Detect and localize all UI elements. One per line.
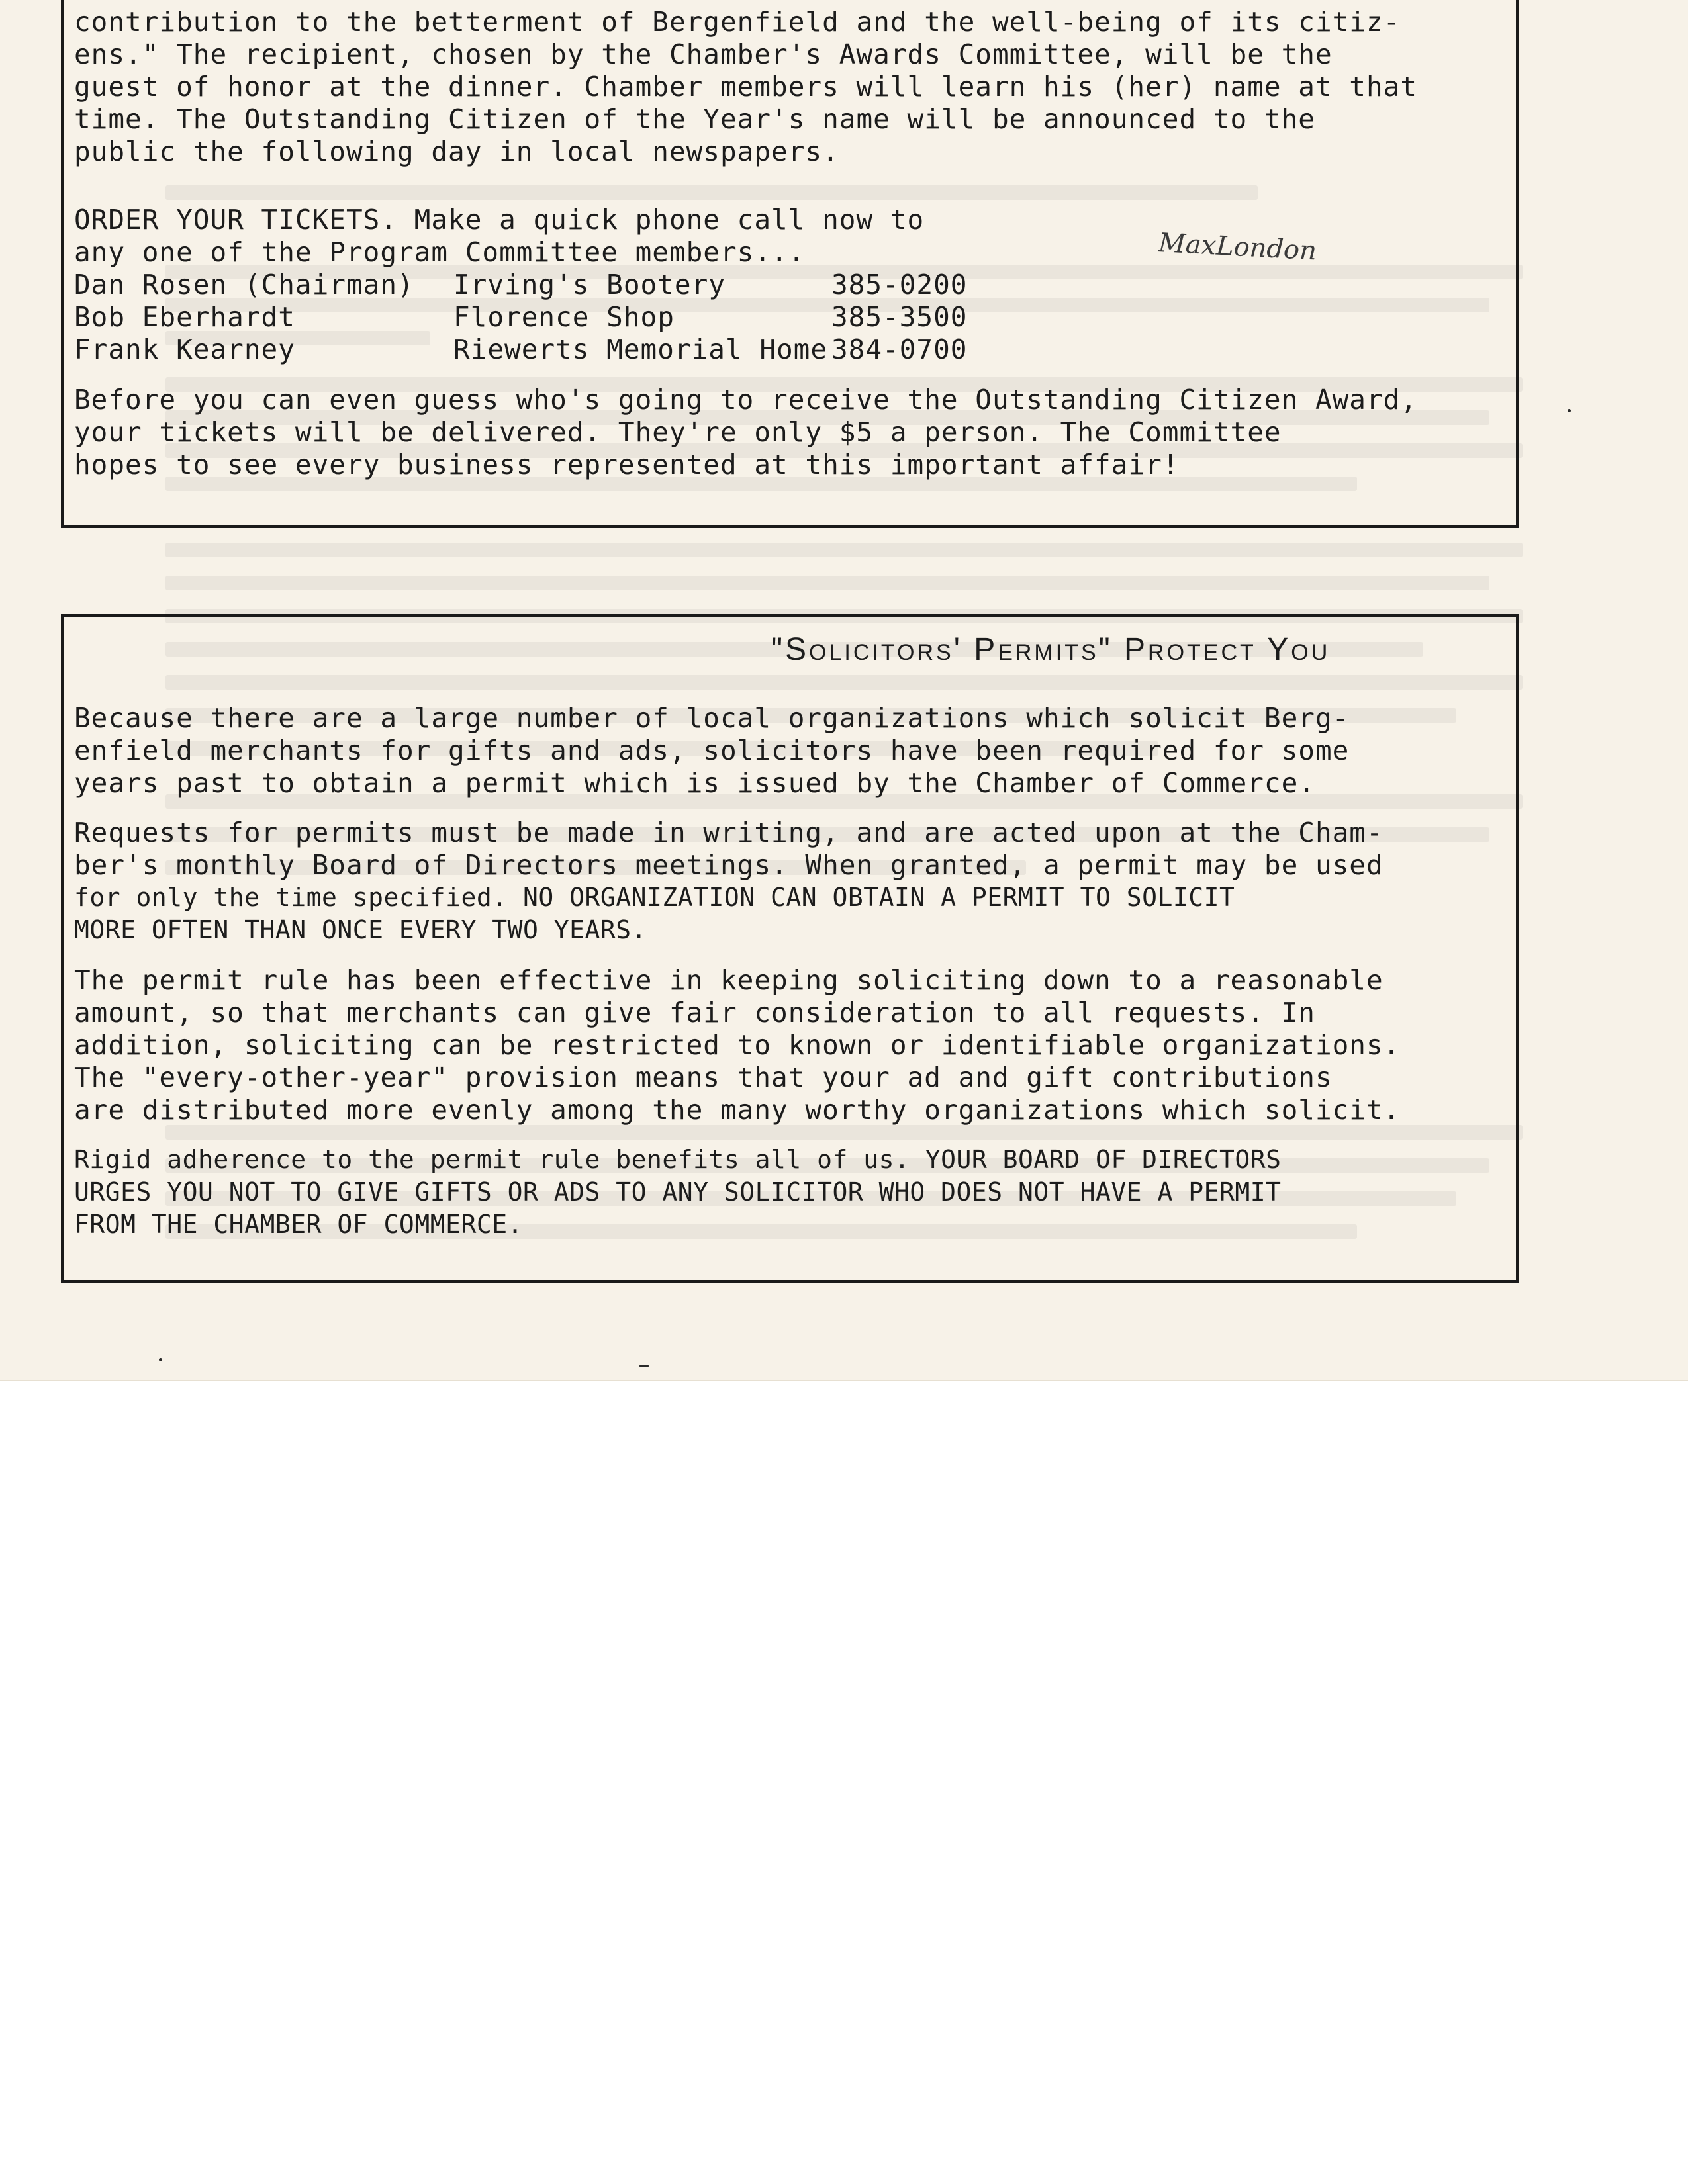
- closing-line: hopes to see every business represented at this important affair!: [74, 449, 1180, 480]
- body-line: Rigid adherence to the permit rule benefits all of us. YOUR BOARD OF DIRECTORS: [74, 1145, 1282, 1174]
- section-heading: "Solicitors' Permits" Protect You: [771, 632, 1331, 667]
- body-line: Because there are a large number of local organizations which solicit Berg-: [74, 702, 1350, 734]
- body-line: FROM THE CHAMBER OF COMMERCE.: [74, 1210, 523, 1239]
- body-line: years past to obtain a permit which is issued by the Chamber of Commerce.: [74, 767, 1315, 799]
- closing-line: your tickets will be delivered. They're only $5 a person. The Committee: [74, 416, 1282, 448]
- committee-business: Florence Shop: [453, 301, 675, 333]
- committee-phone: 384-0700: [831, 334, 968, 365]
- committee-name: Frank Kearney: [74, 334, 295, 365]
- body-line: URGES YOU NOT TO GIVE GIFTS OR ADS TO ANY SOLICITOR WHO DOES NOT HAVE A PERMIT: [74, 1177, 1282, 1206]
- body-line: are distributed more evenly among the many worthy organizations which solicit.: [74, 1094, 1401, 1126]
- body-line: for only the time specified. NO ORGANIZATION CAN OBTAIN A PERMIT TO SOLICIT: [74, 883, 1235, 912]
- committee-business: Irving's Bootery: [453, 269, 726, 300]
- body-line: time. The Outstanding Citizen of the Year's name will be announced to the: [74, 103, 1315, 135]
- body-line: Requests for permits must be made in writing, and are acted upon at the Cham-: [74, 817, 1383, 848]
- order-line: any one of the Program Committee members...: [74, 236, 806, 268]
- body-line: MORE OFTEN THAN ONCE EVERY TWO YEARS.: [74, 915, 647, 944]
- body-line: guest of honor at the dinner. Chamber members will learn his (her) name at that: [74, 71, 1418, 103]
- body-line: ber's monthly Board of Directors meetings. When granted, a permit may be used: [74, 849, 1383, 881]
- paper-speck: [1568, 409, 1571, 412]
- paper-speck: [159, 1358, 162, 1361]
- body-line: contribution to the betterment of Bergenfield and the well-being of its citiz-: [74, 6, 1401, 38]
- body-line: addition, soliciting can be restricted to known or identifiable organizations.: [74, 1029, 1401, 1061]
- body-line: amount, so that merchants can give fair consideration to all requests. In: [74, 997, 1315, 1028]
- committee-name: Dan Rosen (Chairman): [74, 269, 414, 300]
- committee-phone: 385-3500: [831, 301, 968, 333]
- body-line: enfield merchants for gifts and ads, solicitors have been required for some: [74, 735, 1350, 766]
- body-line: ens." The recipient, chosen by the Chamber's Awards Committee, will be the: [74, 38, 1333, 70]
- committee-name: Bob Eberhardt: [74, 301, 295, 333]
- committee-phone: 385-0200: [831, 269, 968, 300]
- body-line: public the following day in local newspapers.: [74, 136, 839, 167]
- body-line: The "every-other-year" provision means that your ad and gift contributions: [74, 1062, 1333, 1093]
- closing-line: Before you can even guess who's going to receive the Outstanding Citizen Award,: [74, 384, 1418, 416]
- handwritten-signature: MaxLondon: [1157, 228, 1318, 267]
- committee-business: Riewerts Memorial Home: [453, 334, 828, 365]
- body-line: The permit rule has been effective in keeping soliciting down to a reasonable: [74, 964, 1383, 996]
- order-line: ORDER YOUR TICKETS. Make a quick phone call now to: [74, 204, 925, 236]
- paper-speck: [639, 1365, 649, 1367]
